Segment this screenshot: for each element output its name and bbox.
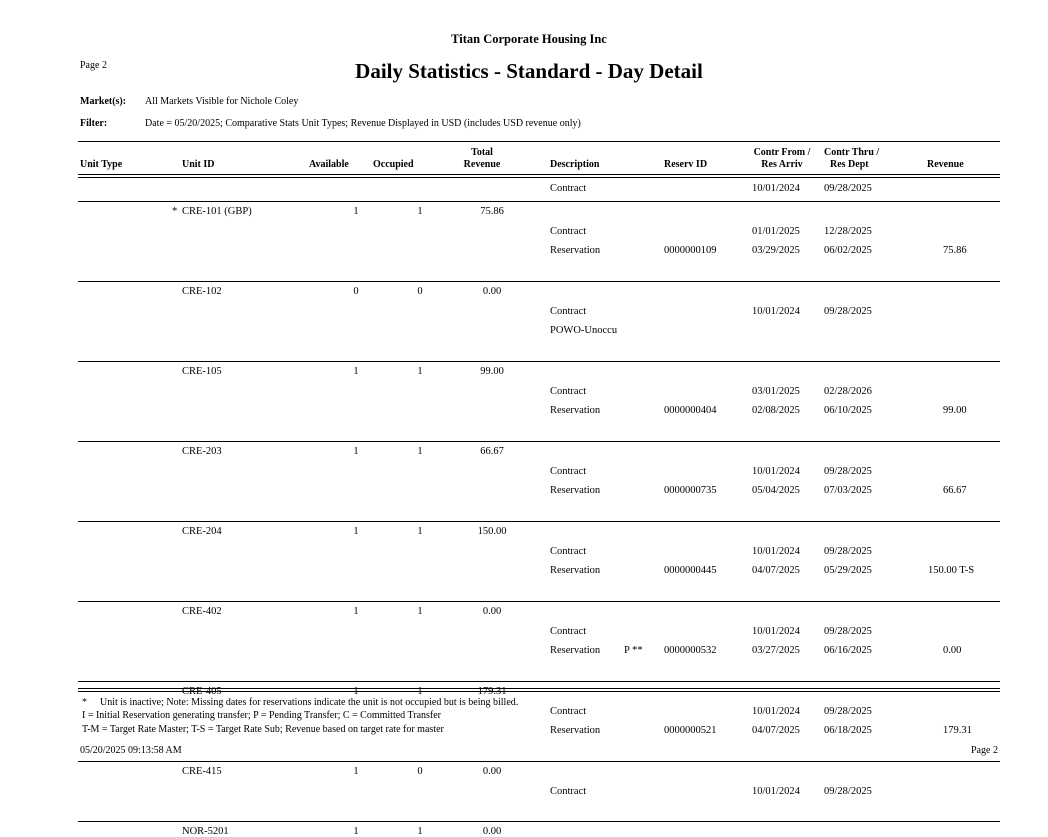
detail-from-date: 10/01/2024: [752, 706, 800, 718]
unit-available: 1: [353, 446, 359, 457]
detail-description: Contract: [550, 706, 587, 718]
detail-from-date: 10/01/2024: [752, 626, 800, 638]
unit-id: CRE-105: [182, 366, 222, 377]
row-separator: [78, 201, 1000, 202]
detail-thru-date: 09/28/2025: [824, 466, 872, 478]
unit-total-revenue: 179.31: [477, 686, 507, 697]
detail-thru-date: 05/29/2025: [824, 565, 872, 577]
detail-from-date: 10/01/2024: [752, 466, 800, 478]
detail-reserv-id: 0000000532: [664, 645, 717, 657]
row-separator: [78, 281, 1000, 282]
detail-from-date: 01/01/2025: [752, 226, 800, 238]
row-separator: [78, 681, 1000, 682]
header-bottom-rule-1: [78, 174, 1000, 175]
footnote-mark: *: [82, 697, 87, 708]
detail-thru-date: 09/28/2025: [824, 626, 872, 638]
top-row-from: 10/01/2024: [752, 183, 800, 194]
detail-transfer-flag: P **: [624, 645, 643, 657]
col-total-revenue-line1: Total: [471, 147, 493, 158]
detail-thru-date: 06/18/2025: [824, 725, 872, 737]
detail-from-date: 10/01/2024: [752, 546, 800, 558]
unit-available: 0: [353, 286, 359, 297]
footer-rule-2: [78, 691, 1000, 692]
col-total-revenue-line2: Revenue: [463, 159, 501, 170]
detail-reserv-id: 0000000521: [664, 725, 717, 737]
detail-description: Contract: [550, 786, 587, 798]
page-number-top: Page 2: [80, 60, 107, 71]
report-title: Daily Statistics - Standard - Day Detail: [355, 59, 703, 83]
detail-description: Contract: [550, 386, 587, 398]
row-separator: [78, 441, 1000, 442]
market-value: All Markets Visible for Nichole Coley: [145, 96, 299, 107]
unit-available: 1: [353, 826, 359, 837]
detail-revenue: 75.86: [943, 245, 967, 257]
detail-description: Reservation: [550, 485, 601, 497]
detail-thru-date: 09/28/2025: [824, 786, 872, 798]
col-contr-thru-line2: Res Dept: [830, 159, 869, 170]
unit-occupied: 1: [417, 206, 423, 217]
unit-id: NOR-5201: [182, 826, 229, 837]
detail-description: POWO-Unoccu: [550, 325, 618, 337]
page-number-bottom: Page 2: [971, 745, 998, 756]
row-separator: [78, 761, 1000, 762]
footer-rule-1: [78, 688, 1000, 689]
detail-thru-date: 09/28/2025: [824, 306, 872, 318]
unit-occupied: 1: [417, 366, 423, 377]
detail-from-date: 04/07/2025: [752, 565, 800, 577]
row-separator: [78, 601, 1000, 602]
row-separator: [78, 521, 1000, 522]
top-row-thru: 09/28/2025: [824, 183, 872, 194]
detail-description: Reservation: [550, 245, 601, 257]
detail-thru-date: 09/28/2025: [824, 706, 872, 718]
unit-occupied: 0: [417, 766, 423, 777]
col-occupied: Occupied: [373, 159, 414, 170]
filter-label: Filter:: [80, 118, 108, 129]
col-contr-from-line1: Contr From /: [753, 147, 811, 158]
unit-total-revenue: 150.00: [477, 526, 507, 537]
unit-total-revenue: 99.00: [480, 366, 504, 377]
detail-from-date: 05/04/2025: [752, 485, 800, 497]
detail-thru-date: 07/03/2025: [824, 485, 872, 497]
detail-revenue: 0.00: [943, 645, 962, 657]
unit-total-revenue: 66.67: [480, 446, 504, 457]
col-reserv-id: Reserv ID: [664, 159, 708, 170]
detail-reserv-id: 0000000735: [664, 485, 717, 497]
unit-available: 1: [353, 766, 359, 777]
row-separator: [78, 361, 1000, 362]
detail-thru-date: 06/16/2025: [824, 645, 872, 657]
unit-occupied: 1: [417, 446, 423, 457]
detail-revenue: 150.00 T-S: [928, 565, 975, 577]
detail-description: Reservation: [550, 405, 601, 417]
col-revenue: Revenue: [927, 159, 964, 170]
detail-description: Contract: [550, 226, 587, 238]
unit-occupied: 1: [417, 606, 423, 617]
detail-description: Contract: [550, 626, 587, 638]
company-name: Titan Corporate Housing Inc: [451, 32, 607, 46]
unit-id: CRE-102: [182, 286, 222, 297]
col-contr-from-line2: Res Arriv: [761, 159, 803, 170]
unit-id: CRE-204: [182, 526, 222, 537]
unit-total-revenue: 0.00: [482, 286, 502, 297]
detail-from-date: 03/27/2025: [752, 645, 800, 657]
detail-from-date: 03/29/2025: [752, 245, 800, 257]
detail-reserv-id: 0000000109: [664, 245, 717, 257]
unit-id: CRE-405: [182, 686, 222, 697]
col-contr-thru-line1: Contr Thru /: [824, 147, 880, 158]
unit-available: 1: [353, 366, 359, 377]
detail-description: Reservation: [550, 725, 601, 737]
unit-total-revenue: 0.00: [482, 766, 502, 777]
detail-thru-date: 06/10/2025: [824, 405, 872, 417]
print-timestamp: 05/20/2025 09:13:58 AM: [80, 745, 182, 756]
detail-from-date: 02/08/2025: [752, 405, 800, 417]
detail-revenue: 179.31: [943, 725, 972, 737]
footnote-transfer: I = Initial Reservation generating transfer; P = Pending Transfer; C = Committed Transfer: [82, 710, 441, 721]
footnote-target-rate: T-M = Target Rate Master; T-S = Target Rate Sub; Revenue based on target rate for master: [82, 724, 444, 735]
col-description: Description: [550, 159, 600, 170]
detail-reserv-id: 0000000445: [664, 565, 717, 577]
footnote-inactive: Unit is inactive; Note: Missing dates for reservations indicate the unit is not occupied but is being billed.: [100, 697, 519, 708]
unit-total-revenue: 0.00: [482, 826, 502, 837]
detail-from-date: 10/01/2024: [752, 786, 800, 798]
detail-from-date: 04/07/2025: [752, 725, 800, 737]
market-label: Market(s):: [80, 96, 127, 107]
unit-available: 1: [353, 606, 359, 617]
unit-id: CRE-203: [182, 446, 222, 457]
top-row-description: Contract: [550, 183, 587, 194]
detail-description: Reservation: [550, 565, 601, 577]
unit-total-revenue: 75.86: [480, 206, 504, 217]
header-top-rule: [78, 141, 1000, 142]
detail-thru-date: 06/02/2025: [824, 245, 872, 257]
unit-id: CRE-402: [182, 606, 222, 617]
unit-occupied: 0: [417, 286, 423, 297]
detail-from-date: 10/01/2024: [752, 306, 800, 318]
unit-occupied: 1: [417, 686, 423, 697]
unit-available: 1: [353, 206, 359, 217]
inactive-mark: *: [172, 206, 178, 217]
detail-description: Contract: [550, 466, 587, 478]
detail-thru-date: 09/28/2025: [824, 546, 872, 558]
detail-from-date: 03/01/2025: [752, 386, 800, 398]
detail-thru-date: 02/28/2026: [824, 386, 872, 398]
header-bottom-rule-2: [78, 177, 1000, 178]
unit-id: CRE-101 (GBP): [182, 206, 252, 217]
unit-available: 1: [353, 686, 359, 697]
detail-description: Reservation: [550, 645, 601, 657]
detail-revenue: 99.00: [943, 405, 967, 417]
unit-available: 1: [353, 526, 359, 537]
unit-total-revenue: 0.00: [482, 606, 502, 617]
detail-revenue: 66.67: [943, 485, 967, 497]
unit-occupied: 1: [417, 826, 423, 837]
detail-thru-date: 12/28/2025: [824, 226, 872, 238]
row-separator: [78, 821, 1000, 822]
col-available: Available: [309, 159, 349, 170]
unit-occupied: 1: [417, 526, 423, 537]
detail-description: Contract: [550, 546, 587, 558]
detail-description: Contract: [550, 306, 587, 318]
filter-value: Date = 05/20/2025; Comparative Stats Unit Types; Revenue Displayed in USD (includes USD revenue only): [145, 118, 581, 129]
unit-id: CRE-415: [182, 766, 222, 777]
col-unit-type: Unit Type: [80, 159, 123, 170]
detail-reserv-id: 0000000404: [664, 405, 717, 417]
col-unit-id: Unit ID: [182, 159, 215, 170]
